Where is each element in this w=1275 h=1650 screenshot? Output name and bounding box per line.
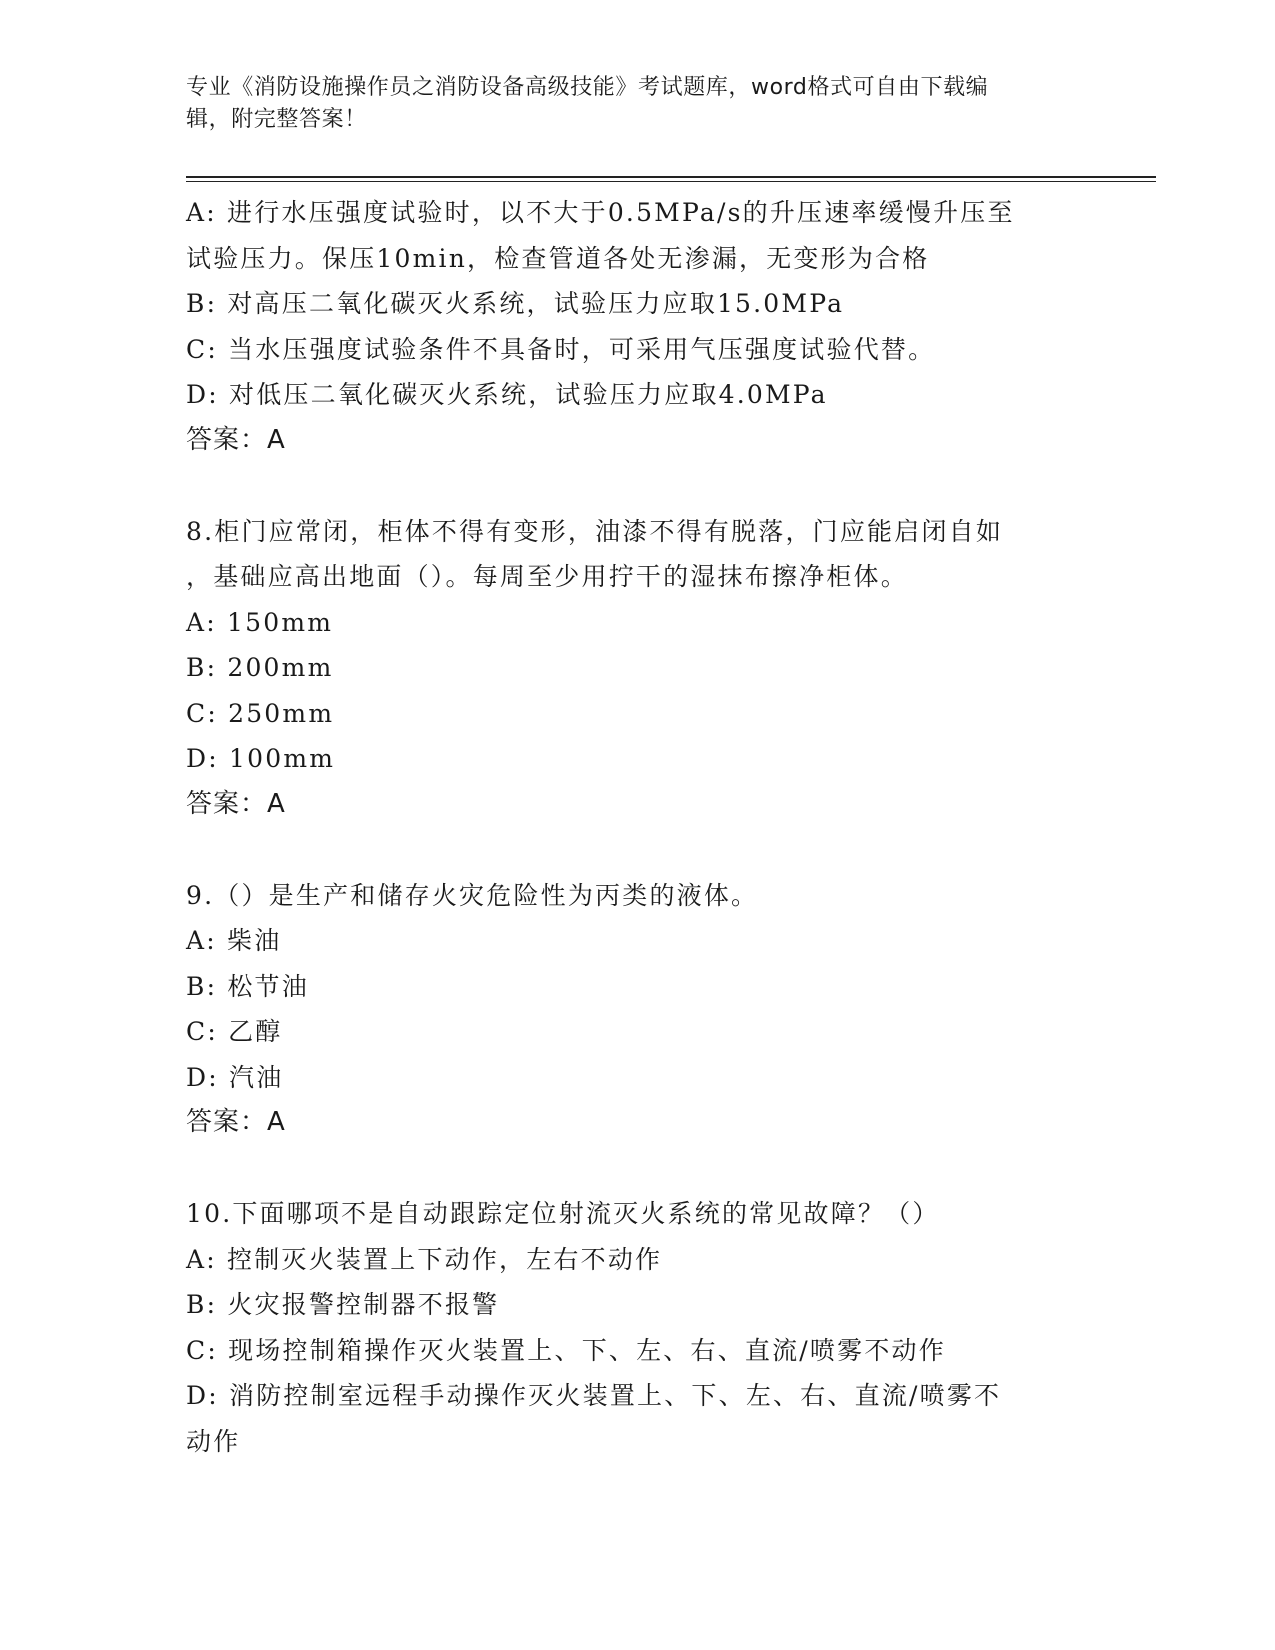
q8-answer: 答案：A [186,788,286,819]
document-header [186,72,1066,136]
q10-option-a: A: 控制灭火装置上下动作，左右不动作 [186,1244,663,1274]
header-line-1: 专业《消防设施操作员之消防设备高级技能》考试题库，word格式可自由下载编 [186,75,989,100]
q10-question: 10.下面哪项不是自动跟踪定位射流灭火系统的常见故障？（） [186,1199,940,1228]
q10-option-d-line-1: D: 消防控制室远程手动操作灭火装置上、下、左、右、直流/喷雾不 [186,1381,1002,1410]
q8-question-line-2: ，基础应高出地面（）。每周至少用拧干的湿抹布擦净柜体。 [186,562,908,591]
q9-option-c: C: 乙醇 [186,1017,283,1046]
q9-question: 9.（）是生产和储存火灾危险性为丙类的液体。 [186,880,759,910]
q9-answer: 答案：A [186,1107,286,1137]
question-10-block [186,1191,1066,1464]
q7-option-a-line-2: 试验压力。保压10min，检查管道各处无渗漏，无变形为合格 [186,243,930,273]
question-9-block [186,873,1066,1146]
spacer [186,1146,1066,1192]
header-rule-thick [186,176,1156,178]
question-7-block [186,190,1066,463]
q8-option-d: D: 100mm [186,744,336,773]
q7-option-d: D: 对低压二氧化碳灭火系统，试验压力应取4.0MPa [186,380,828,409]
header-line-2: 辑，附完整答案！ [186,107,367,132]
q8-option-a: A: 150mm [186,607,334,637]
header-rule-thin [186,181,1156,182]
q10-option-c: C: 现场控制箱操作灭火装置上、下、左、右、直流/喷雾不动作 [186,1335,946,1365]
q9-option-a: A: 柴油 [186,926,282,955]
question-content [186,190,1066,1464]
q9-option-d: D: 汽油 [186,1062,284,1092]
q10-option-d-line-2: 动作 [186,1426,241,1456]
q8-question-line-1: 8.柜门应常闭，柜体不得有变形，油漆不得有脱落，门应能启闭自如 [186,516,1004,546]
q7-option-c: C: 当水压强度试验条件不具备时，可采用气压强度试验代替。 [186,334,936,364]
q8-option-b: B: 200mm [186,653,334,682]
spacer [186,463,1066,509]
q8-option-c: C: 250mm [186,698,335,728]
q7-option-b: B: 对高压二氧化碳灭火系统，试验压力应取15.0MPa [186,289,845,318]
q7-option-a-line-1: A: 进行水压强度试验时，以不大于0.5MPa/s的升压速率缓慢升压至 [186,198,1015,227]
q10-option-b: B: 火灾报警控制器不报警 [186,1290,500,1319]
q9-option-b: B: 松节油 [186,971,309,1001]
q7-answer: 答案：A [186,424,286,455]
question-8-block [186,509,1066,828]
spacer [186,827,1066,873]
